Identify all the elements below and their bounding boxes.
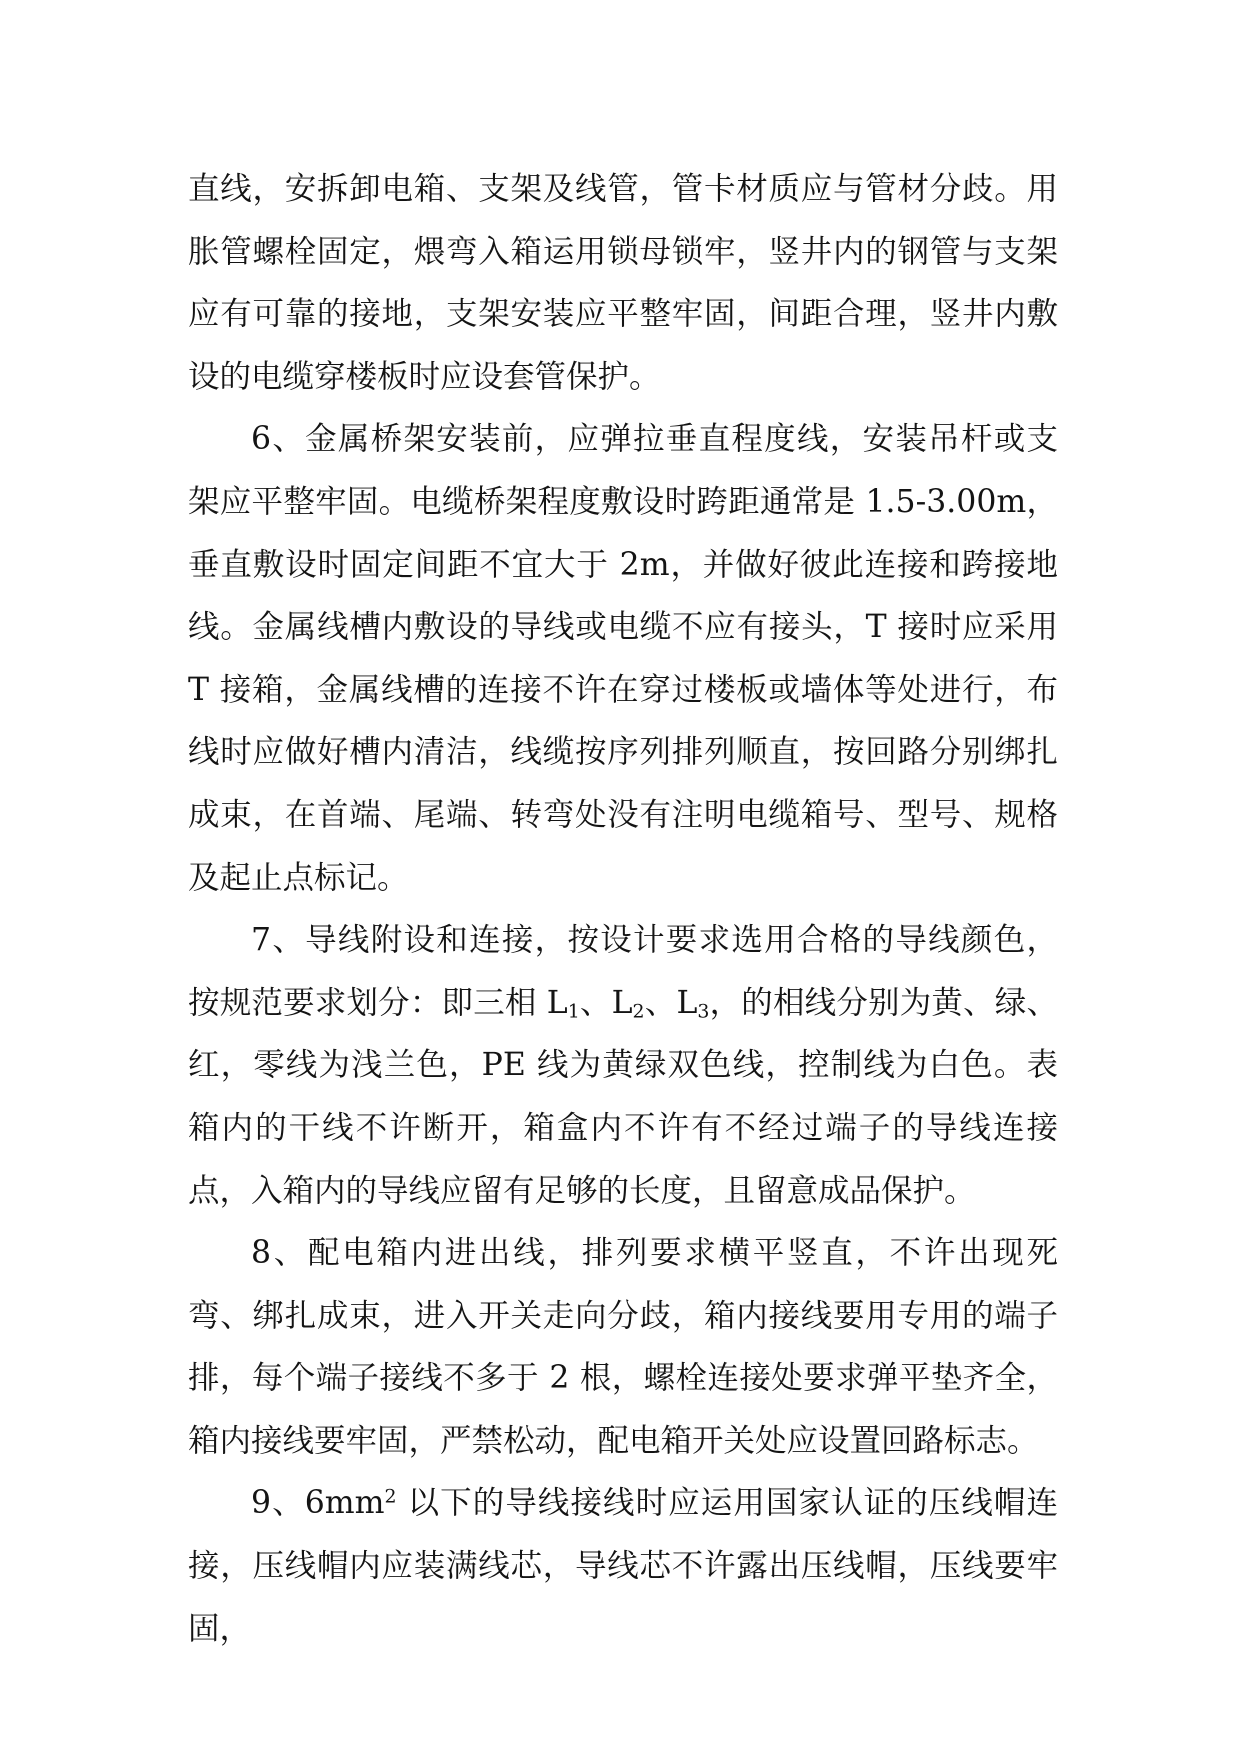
paragraph-7 xyxy=(188,909,1058,1222)
subscript-1: 1 xyxy=(567,1000,580,1023)
paragraph-6: 6、金属桥架安装前，应弹拉垂直程度线，安装吊杆或支架应平整牢固。电缆桥架程度敷设时跨距通常是 1.5-3.00m，垂直敷设时固定间距不宜大于 2m，并做好彼此连接和跨接地线。金属线槽内敷设的导线或电缆不应有接头，T 接时应采用 T 接箱，金属线槽的连接不许在穿过楼板或墙体等处进行，布线时应做好槽内清洁，线缆按序列排列顺直，按回路分别绑扎成束，在首端、尾端、转弯处没有注明电缆箱号、型号、规格及起止点标记。 xyxy=(188,421,1058,896)
paragraph-9-text-a: 9、6mm xyxy=(251,1485,385,1522)
paragraph-7-text-a: 7、导线附设和连接，按设计要求选用合格的导线颜色，按规范要求划分：即三相 L xyxy=(188,922,1058,1021)
superscript-2: 2 xyxy=(384,1486,397,1509)
paragraph-9 xyxy=(188,1472,1058,1660)
body-text xyxy=(188,158,1058,1660)
paragraph-7-text-b: ，的相线分别为黄、绿、红，零线为浅兰色，PE 线为黄绿双色线，控制线为白色。表箱内的干线不许断开，箱盒内不许有不经过端子的导线连接点，入箱内的导线应留有足够的长度，且留意成品保护。 xyxy=(188,984,1058,1209)
paragraph-9-text-b: 以下的导线接线时应运用国家认证的压线帽连接，压线帽内应装满线芯，导线芯不许露出压线帽，压线要牢固， xyxy=(188,1485,1059,1647)
paragraph-7-sep-1: 、L xyxy=(579,984,633,1021)
paragraph-7-sep-2: 、L xyxy=(644,984,698,1021)
subscript-2: 2 xyxy=(632,1000,645,1023)
paragraph-continuation: 直线，安拆卸电箱、支架及线管，管卡材质应与管材分歧。用胀管螺栓固定，煨弯入箱运用锁母锁牢，竖井内的钢管与支架应有可靠的接地，支架安装应平整牢固，间距合理，竖井内敷设的电缆穿楼板时应设套管保护。 xyxy=(188,171,1058,395)
paragraph-8: 8、配电箱内进出线，排列要求横平竖直，不许出现死弯、绑扎成束，进入开关走向分歧，箱内接线要用专用的端子排，每个端子接线不多于 2 根，螺栓连接处要求弹平垫齐全，箱内接线要牢固，严禁松动，配电箱开关处应设置回路标志。 xyxy=(188,1235,1058,1459)
subscript-3: 3 xyxy=(697,1000,710,1023)
